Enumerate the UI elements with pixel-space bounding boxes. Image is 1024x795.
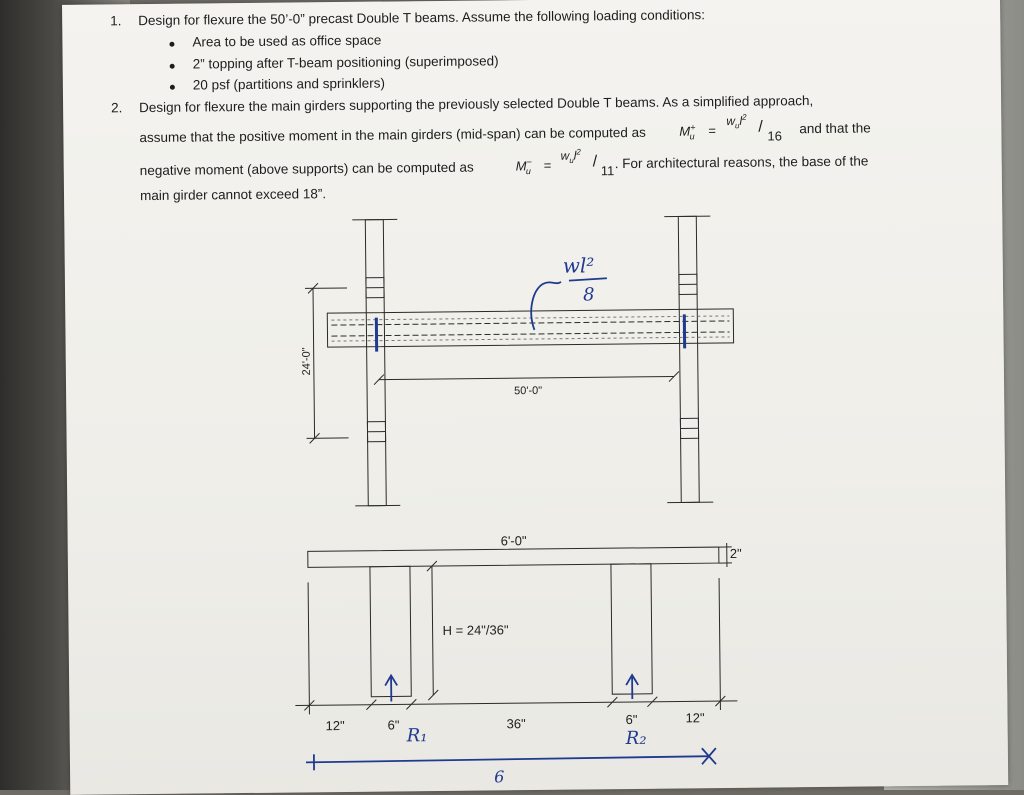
equals-sign: = (708, 123, 716, 138)
topping-thickness-label: 2" (730, 546, 742, 561)
item2-number: 2. (111, 100, 122, 115)
left-column (352, 219, 400, 505)
paper-sheet (62, 0, 1008, 795)
item2-line1: Design for flexure the main girders supporting the previously selected Double T beams. As a simplified approach, (139, 93, 813, 115)
span-dimension-label: 50'-0" (514, 385, 542, 397)
right-column (664, 216, 713, 502)
equals-sign: = (544, 158, 552, 173)
reaction-left-label: R₁ (406, 725, 428, 746)
handwritten-bottom-mark: 6 (494, 767, 504, 786)
fraction-slash: / (593, 153, 598, 171)
bottom-dim-6-left: 6" (388, 717, 400, 732)
span-dimension-line (374, 371, 679, 384)
item1-text: Design for flexure the 50’-0” precast Double T beams. Assume the following loading conditions: (138, 7, 705, 28)
reaction-right-label: R₂ (625, 728, 647, 749)
bottom-dim-6-right: 6" (625, 712, 637, 727)
height-h-dimension-line (432, 566, 433, 695)
height-note-label: H = 24"/36" (443, 622, 510, 638)
item2-line4: main girder cannot exceed 18”. (140, 186, 326, 203)
section-width-label: 6'-0" (501, 533, 527, 548)
handwritten-moment-denominator: 8 (583, 284, 595, 305)
item2-line2b: and that the (799, 120, 870, 136)
positive-moment-denominator: 16 (767, 128, 782, 143)
fraction-slash: / (758, 119, 763, 137)
negative-moment-denominator: 11 (601, 163, 615, 178)
bottom-dim-12-left: 12" (326, 718, 346, 733)
positive-moment-symbol: $M^+_u$ (679, 122, 694, 141)
bottom-dim-36: 36" (506, 716, 526, 731)
structural-drawings (62, 0, 1008, 795)
bottom-dimension-line (295, 696, 737, 711)
height-dimension-label: 24'-0" (301, 347, 313, 375)
item2-line2a: assume that the positive moment in the main girders (mid-span) can be computed as (139, 125, 646, 145)
item1-number: 1. (110, 13, 121, 28)
item2-line3b: . For architectural reasons, the base of the (615, 153, 869, 171)
bullet-2: 2” topping after T-beam positioning (superimposed) (193, 53, 499, 71)
negative-moment-numerator: $w_ul^2$ (561, 147, 581, 165)
bullet-1: Area to be used as office space (192, 33, 381, 50)
bottom-dim-12-right: 12" (685, 710, 705, 725)
positive-moment-numerator: $w_ul^2$ (726, 113, 746, 131)
bullet-3: 20 psf (partitions and sprinklers) (193, 76, 385, 93)
item2-line3a: negative moment (above supports) can be computed as (140, 160, 474, 178)
handwritten-moment-numerator: wl² (563, 253, 595, 277)
negative-moment-symbol: $M^-_u$ (516, 157, 531, 176)
